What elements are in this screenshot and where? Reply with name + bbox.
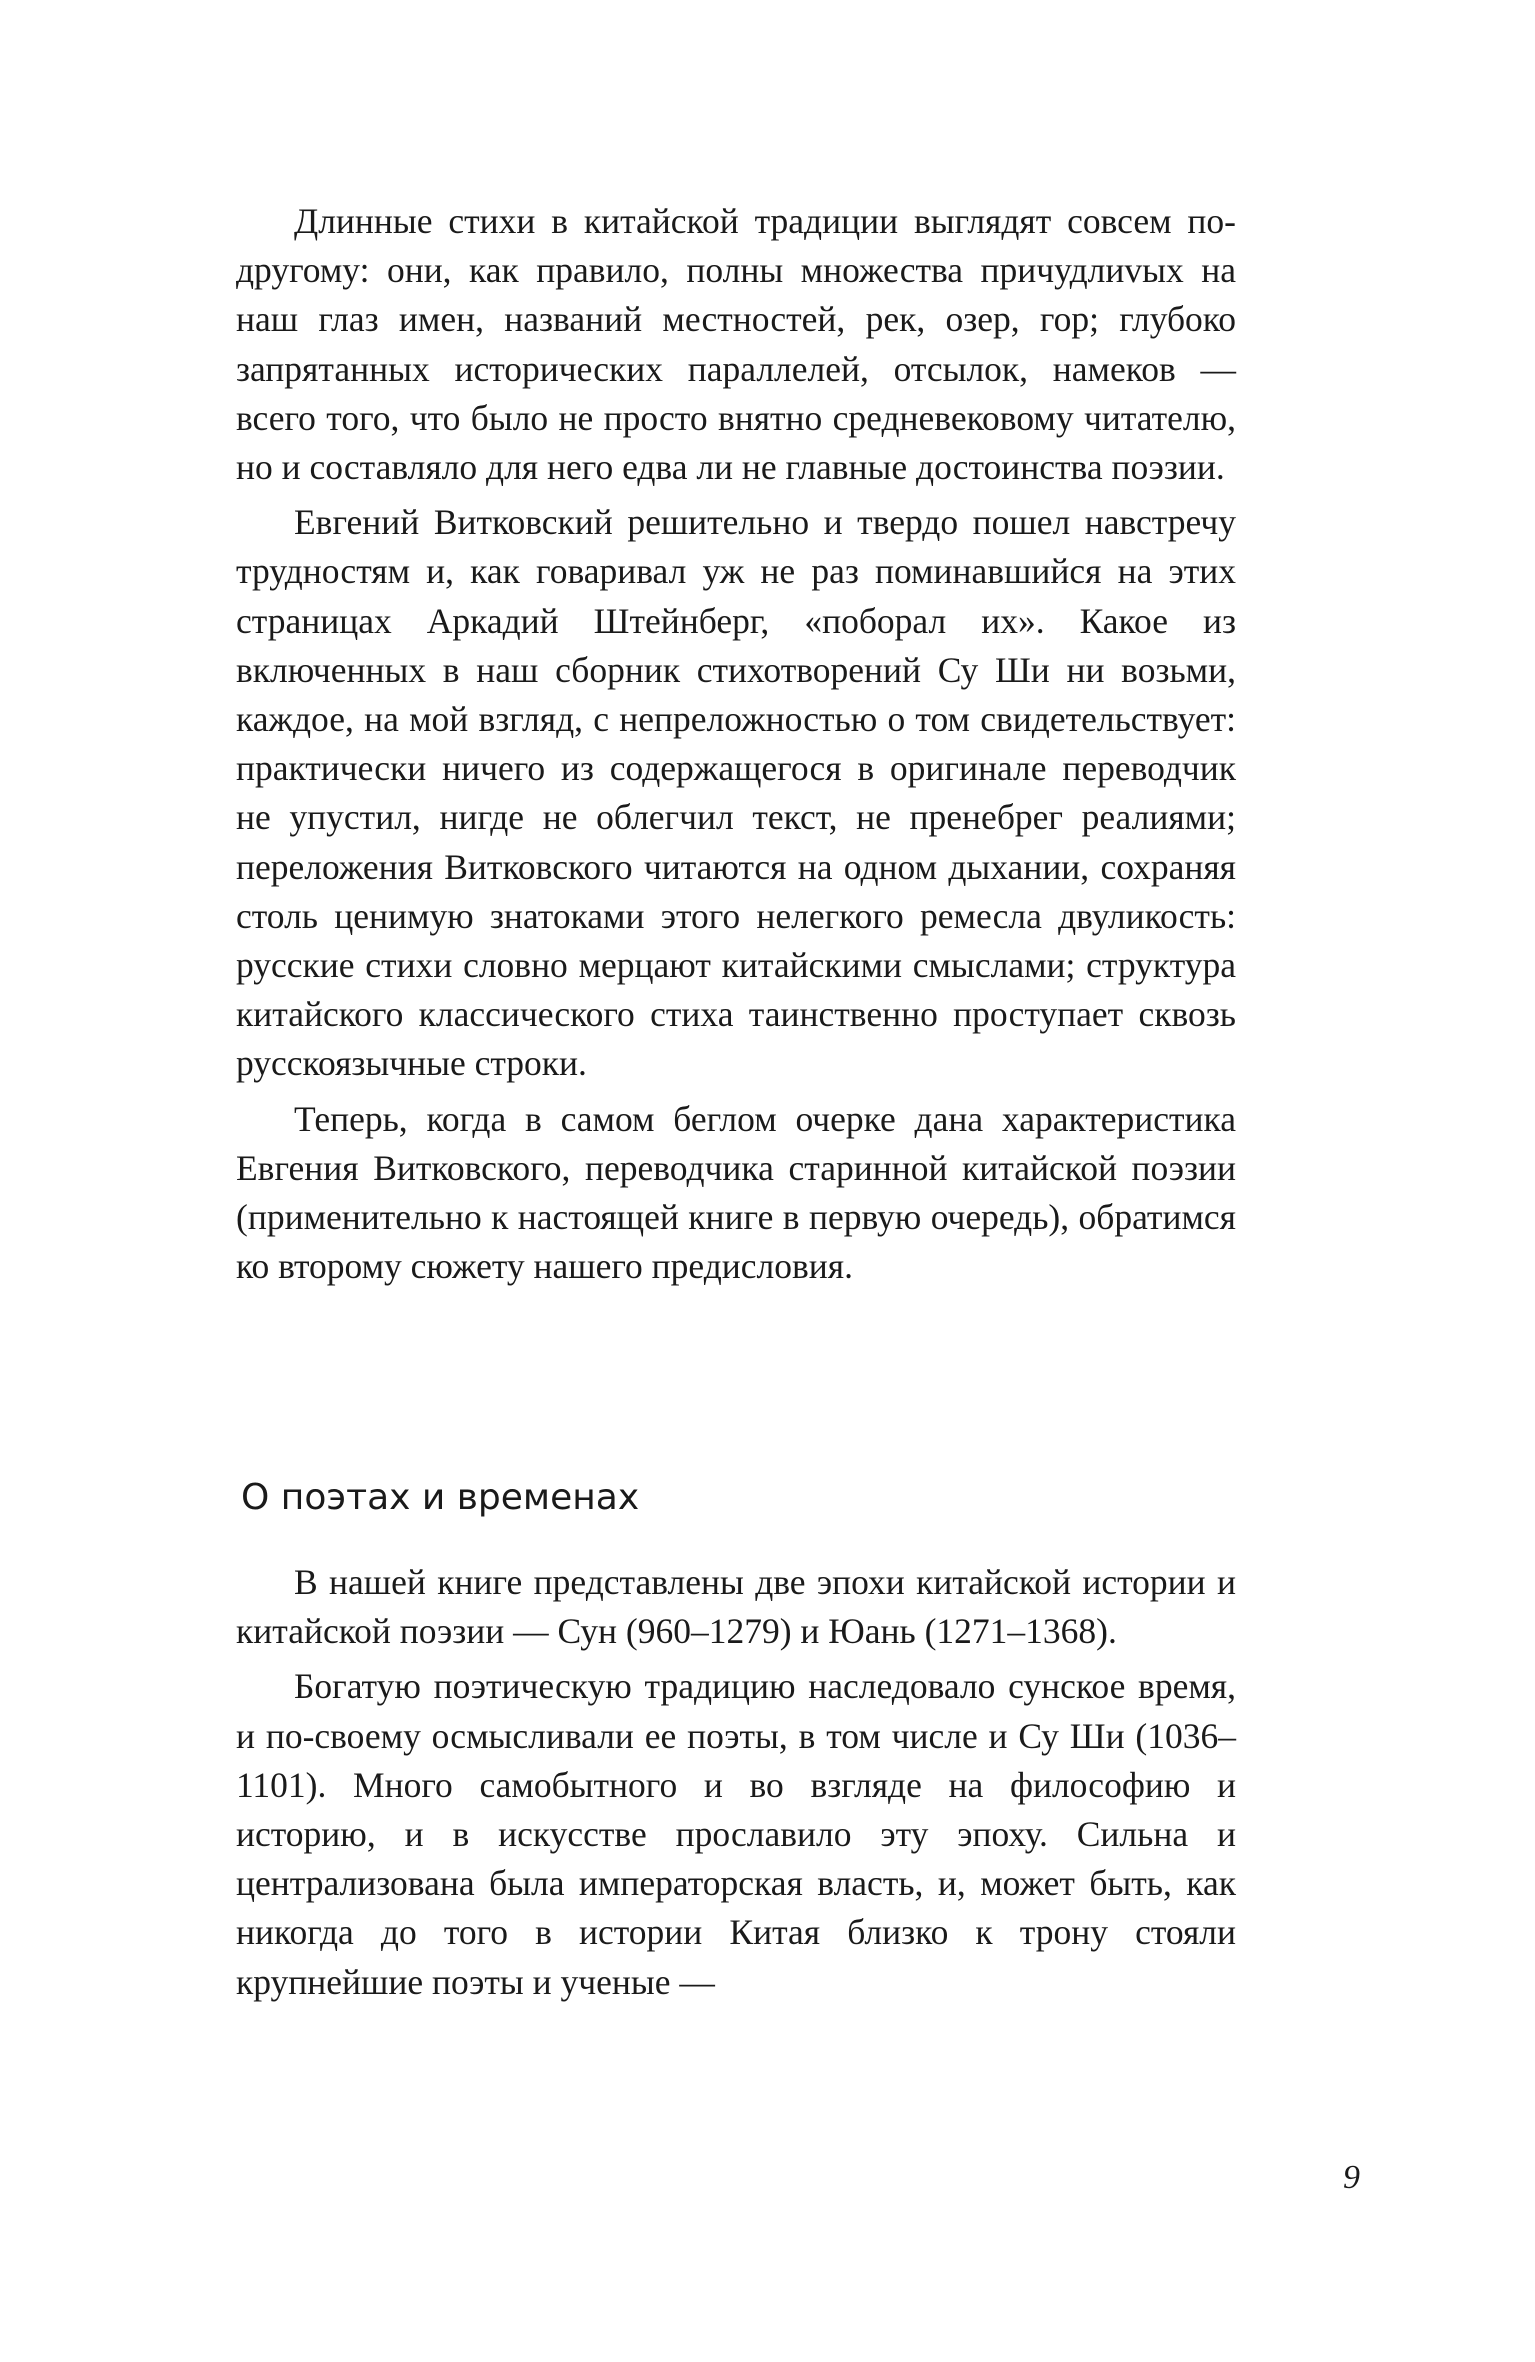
section-heading: О поэтах и временах <box>241 1477 640 1518</box>
paragraph-two-epochs: В нашей книге представлены две эпохи китайской истории и китайской поэзии — Сун (960–1279) и Юань (1271–1368). <box>236 1562 1236 1652</box>
paragraph-vitkovsky-translation: Евгений Витковский решительно и твердо пошел навстречу трудностям и, как говаривал уж не раз поминавшийся на этих страницах Аркадий Штейнберг, «поборал их». Какое из включенных в наш сборник стихотворений Су Ши ни возьми, каждое, на мой взгляд, с непреложностью о том свидетельствует: практически ничего из содержащегося в оригинале переводчик не упустил, нигде не облегчил текст, не пренебрег реалиями; переложения Витковского читаются на одном дыхании, сохраняя столь ценимую знатоками этого нелегкого ремесла двуликость: русские стихи словно мерцают китайскими смыслами; структура китайского классического стиха таинственно проступает сквозь русскоязычные строки. <box>236 502 1236 1084</box>
body-text-upper <box>236 197 1236 1297</box>
paragraph-long-poems: Длинные стихи в китайской традиции выглядят совсем по-другому: они, как правило, полны множества причудлиvых на наш глаз имен, названий местностей, рек, озер, гор; глубоко запрятанных исторических параллелей, отсылок, намеков — всего того, что было не просто внятно средневековому читателю, но и составляло для него едва ли не главные достоинства поэзии. <box>236 201 1236 488</box>
body-text-lower <box>236 1558 1236 2013</box>
paragraph-song-era: Богатую поэтическую традицию наследовало сунское время, и по-своему осмысливали ее поэты, в том числе и Су Ши (1036–1101). Много самобытного и во взгляде на философию и историю, и в искусстве прославило эту эпоху. Сильна и централизована была императорская власть, и, может быть, как никогда до того в истории Китая близко к трону стояли крупнейшие поэты и ученые — <box>236 1666 1236 2002</box>
page-number: 9 <box>1343 2159 1360 2196</box>
paragraph-transition: Теперь, когда в самом беглом очерке дана характеристика Евгения Витковского, переводчика старинной китайской поэзии (применительно к настоящей книге в первую очередь), обратимся ко второму сюжету нашего предисловия. <box>236 1098 1236 1287</box>
